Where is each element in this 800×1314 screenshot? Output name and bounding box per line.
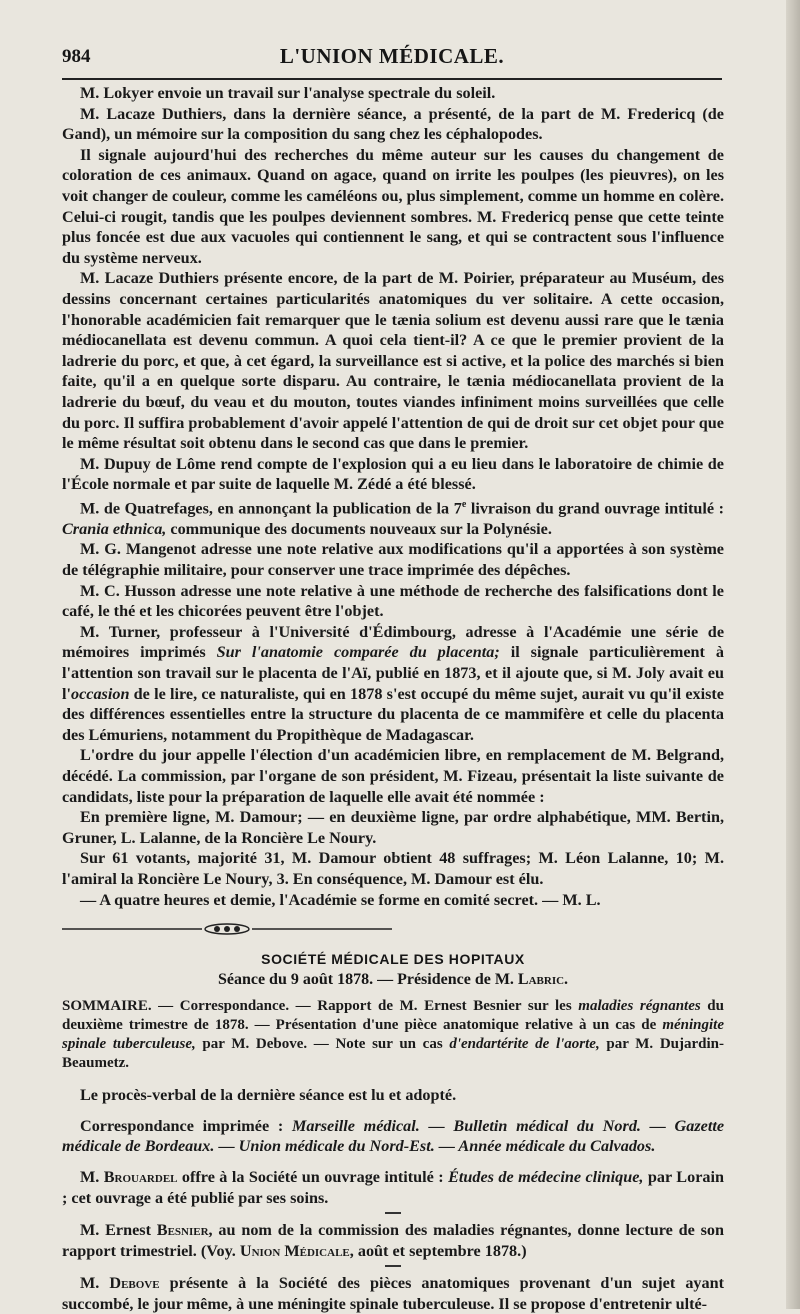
brouardel-book: Études de médecine clinique, bbox=[448, 1167, 644, 1186]
correspondance-label: Correspondance imprimée : bbox=[80, 1116, 292, 1135]
seance-text: Séance du 9 août 1878. — Présidence de M. bbox=[217, 971, 518, 989]
besnier-text: au nom de la commission des maladies régnantes, donne lecture de son rapport trimestriel. (Voy. bbox=[62, 1221, 724, 1260]
italic-text: Sur l'anatomie comparée du placenta; bbox=[216, 643, 500, 662]
academie-paragraph bbox=[62, 454, 724, 495]
academie-paragraph bbox=[62, 145, 724, 269]
correspondance-paragraph bbox=[62, 1116, 724, 1157]
brouardel-paragraph bbox=[62, 1167, 724, 1208]
academie-paragraph bbox=[62, 495, 724, 540]
correspondance-journals: Marseille médical. — Bulletin médical du Nord. — Gazette médicale de Bordeaux. — Union médicale du Nord-Est. — Année médicale du Calvados. bbox=[62, 1116, 725, 1156]
seance-line bbox=[62, 971, 724, 989]
paragraph-text: M. Dupuy de Lôme rend compte de l'explosion qui a eu lieu dans le laboratoire de chimie de l'École normale et par suite de laquelle M. Zédé a été blessé. bbox=[62, 454, 724, 494]
brouardel-end: par Lorain ; cet ouvrage a été publié par ses soins. bbox=[62, 1167, 724, 1207]
brouardel-text: offre à la Société un ouvrage intitulé : bbox=[177, 1167, 449, 1186]
paragraph-text: M. Lacaze Duthiers présente encore, de la part de M. Poirier, préparateur au Muséum, des dessins concernant certaines particularités anatomiques du ver solitaire. A cette occasion, l'honorable académicien fait remarquer que le tænia solium est devenu aussi rare que le tænia médiocanellata est devenu commun. A quoi cela tient-il? A ce que le premier provient de la ladrerie du porc, et que, à cet égard, la surveillance est si active, et la police des marchés si bien faite, qu'il a en quelque sorte disparu. Au contraire, le tænia médiocanellata provient de la ladrerie du bœuf, du veau et du mouton, toutes viandes infiniment moins surveillées que celle du porc. Il suffira probablement d'avoir appelé l'attention de qui de droit sur cet objet pour que le même résultat soit obtenu dans le second cas que dans le premier. bbox=[62, 269, 724, 453]
academie-paragraph bbox=[62, 539, 724, 580]
running-title: L'UNION MÉDICALE. bbox=[279, 44, 505, 68]
summary-italic: méningite spinale tuberculeuse, bbox=[62, 1017, 724, 1053]
president-name: Labric. bbox=[517, 971, 569, 989]
summary-italic: d'endartérite de l'aorte, bbox=[449, 1036, 600, 1053]
header-rule bbox=[62, 78, 722, 80]
paragraph-text: M. C. Husson adresse une note relative à une méthode de recherche des falsifications dont le café, le thé et les chicorées peuvent être l'objet. bbox=[62, 581, 724, 621]
academie-paragraph bbox=[62, 848, 724, 889]
besnier-ref: Union Médicale, bbox=[239, 1241, 354, 1260]
paragraph-text: M. Turner, professeur à l'Université d'Édimbourg, adresse à l'Académie une série de mémoires imprimés bbox=[62, 622, 724, 662]
paragraph-text: livraison du grand ouvrage intitulé : bbox=[466, 499, 725, 518]
paragraph-text: M. Lokyer envoie un travail sur l'analyse spectrale du soleil. bbox=[80, 84, 496, 102]
academie-paragraph bbox=[62, 890, 724, 911]
paragraph-text: de le lire, ce naturaliste, qui en 1878 s'est occupé du même sujet, aurait vu qu'il existe des différences essentielles entre la structure du placenta de ce mammifère et celle du placenta des Lémuriens, notamment du Propithèque de Madagascar. bbox=[62, 684, 724, 744]
besnier-end: août et septembre 1878.) bbox=[353, 1241, 527, 1260]
summary-paragraph bbox=[62, 997, 724, 1073]
paragraph-text: Sur 61 votants, majorité 31, M. Damour obtient 48 suffrages; M. Léon Lalanne, 10; M. l'amiral la Roncière Le Noury, 3. En conséquence, M. Damour est élu. bbox=[62, 849, 724, 888]
page-content bbox=[62, 83, 724, 1314]
page-number: 984 bbox=[62, 46, 91, 67]
academie-paragraph bbox=[62, 581, 724, 622]
short-rule bbox=[385, 1265, 401, 1267]
paragraph-text: communique des documents nouveaux sur la Polynésie. bbox=[166, 519, 552, 538]
brouardel-name: M. Brouardel bbox=[80, 1167, 178, 1186]
paragraph-text: L'ordre du jour appelle l'élection d'un académicien libre, en remplacement de M. Belgrand, décédé. La commission, par l'organe de son président, M. Fizeau, présentait la liste suivante de candidats, liste pour la préparation de laquelle elle avait été nommée : bbox=[62, 746, 724, 806]
proces-verbal-paragraph: Le procès-verbal de la dernière séance est lu et adopté. bbox=[80, 1086, 457, 1105]
page-gutter-shadow bbox=[786, 0, 800, 1309]
summary-part: par M. Dujardin-Beaumetz. bbox=[62, 1036, 725, 1072]
academie-section bbox=[62, 83, 724, 910]
summary-italic: maladies régnantes bbox=[578, 998, 701, 1015]
paragraph-text: M. G. Mangenot adresse une note relative aux modifications qu'il a apportées à son système de télégraphie militaire, pour conserver une trace imprimée des dépêches. bbox=[62, 540, 724, 580]
besnier-paragraph bbox=[62, 1220, 724, 1261]
summary-label: SOMMAIRE. bbox=[62, 998, 152, 1015]
academie-paragraph bbox=[62, 745, 724, 807]
section-ornament-divider bbox=[62, 922, 392, 936]
society-title: SOCIÉTÉ MÉDICALE DES HOPITAUX bbox=[261, 951, 525, 968]
short-rule bbox=[385, 1212, 401, 1214]
paragraph-text: Il signale aujourd'hui des recherches du même auteur sur les causes du changement de coloration de ces animaux. Quand on agace, quand on irrite les poulpes (les pieuvres), on les voit changer de couleur, comme les caméléons ou, plus simplement, comme un homme en colère. Celui-ci rougit, tandis que les poulpes deviennent sombres. M. Fredericq pense que cette teinte plus foncée est due aux vacuoles qui contiennent le sang, et qui se contractent sous l'influence du système nerveux. bbox=[62, 145, 724, 267]
italic-text: occasion bbox=[71, 684, 130, 703]
debove-name: M. Debove bbox=[80, 1274, 160, 1293]
debove-text: présente à la Société des pièces anatomiques provenant d'un sujet ayant succombé, le jour même, à une méningite spinale tuberculeuse. Il se propose d'entretenir ulté- bbox=[62, 1274, 724, 1313]
academie-paragraph bbox=[62, 807, 724, 848]
paragraph-text: En première ligne, M. Damour; — en deuxième ligne, par ordre alphabétique, MM. Bertin, Gruner, L. Lalanne, de la Roncière Le Noury. bbox=[62, 808, 724, 847]
academie-paragraph bbox=[62, 622, 724, 746]
summary-part: — Correspondance. — Rapport de M. Ernest Besnier sur les bbox=[151, 998, 579, 1015]
paragraph-text: — A quatre heures et demie, l'Académie se forme en comité secret. — M. L. bbox=[80, 890, 601, 909]
page-header bbox=[62, 40, 722, 70]
besnier-name: Besnier, bbox=[156, 1221, 213, 1240]
paragraph-text: M. Lacaze Duthiers, dans la dernière séance, a présenté, de la part de M. Fredericq (de Gand), un mémoire sur la composition du sang chez les céphalopodes. bbox=[62, 104, 724, 144]
academie-paragraph bbox=[62, 268, 724, 453]
paragraph-text: il signale particulièrement à l'attention son travail sur le placenta de l'Aï, publié en 1873, et il ajoute que, si M. Joly avait eu l' bbox=[62, 643, 724, 703]
italic-text: Crania ethnica, bbox=[62, 519, 167, 538]
academie-paragraph bbox=[62, 104, 724, 145]
paragraph-text: M. de Quatrefages, en annonçant la publication de la 7 bbox=[80, 499, 462, 518]
summary-part: du deuxième trimestre de 1878. — Présentation d'une pièce anatomique relative à un cas de bbox=[62, 998, 724, 1034]
besnier-prefix: M. Ernest bbox=[80, 1221, 157, 1240]
summary-part: par M. Debove. — Note sur un cas bbox=[195, 1036, 450, 1053]
academie-paragraph bbox=[62, 83, 724, 104]
debove-paragraph bbox=[62, 1273, 724, 1314]
superscript-text: e bbox=[461, 498, 467, 510]
